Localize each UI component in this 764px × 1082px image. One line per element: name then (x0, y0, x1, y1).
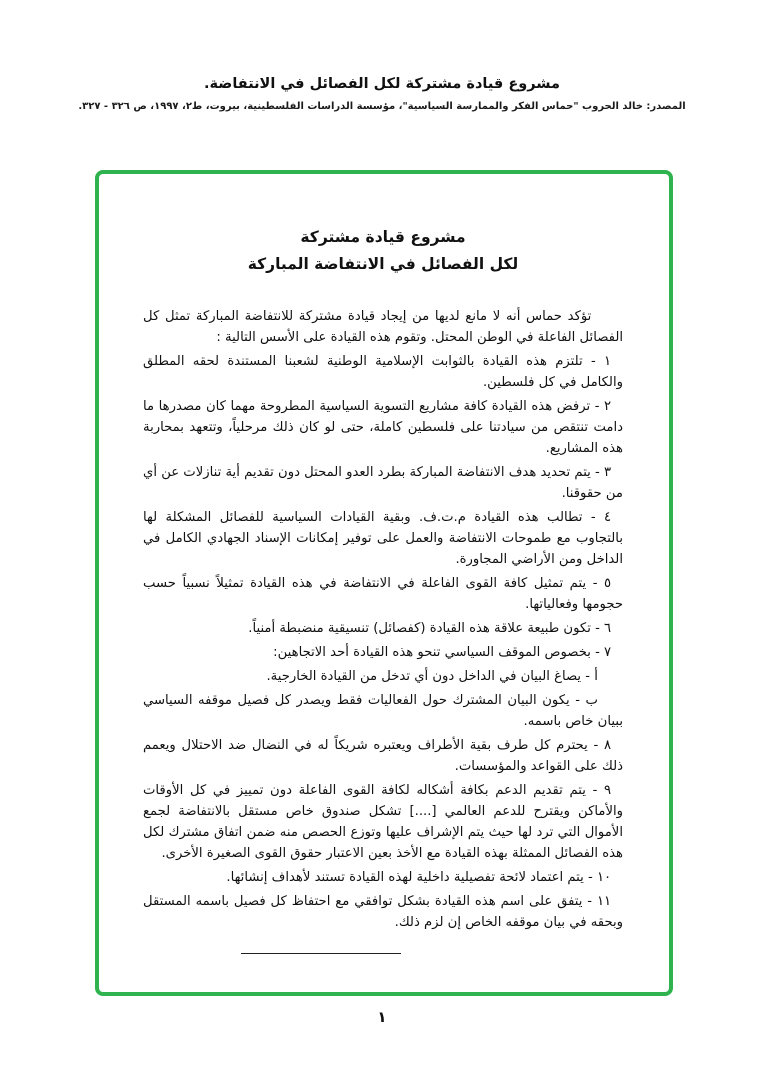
document-title (143, 224, 623, 278)
list-item-3: ٣ - يتم تحديد هدف الانتفاضة المباركة بطرد العدو المحتل دون تقديم أية تنازلات عن أي من حقوقنا. (143, 465, 623, 501)
page-number: ١ (377, 1008, 387, 1026)
source-citation: المصدر: خالد الحروب "حماس الفكر والممارسة السياسية"، مؤسسة الدراسات الفلسطينية، بيروت، ط٢، ١٩٩٧، ص ٣٢٦ - ٣٢٧. (78, 101, 686, 112)
list-item-6: ٦ - تكون طبيعة علاقة هذه القيادة (كفصائل) تنسيقية منضبطة أمنياً. (248, 621, 612, 636)
list-item-9: ٩ - يتم تقديم الدعم بكافة أشكاله لكافة القوى الفاعلة دون تمييز في كل الأوقات والأماكن ويقترح للدعم العالمي [....] تشكل صندوق خاص مستقل بالانتفاضة لجمع الأموال التي ترد لها حيث يتم الإشراف عليها وتوزع الحصص منه ضمن اتفاق مشترك لكل هذه الفصائل الممثلة بهذه القيادة مع الأخذ بعين الاعتبار حقوق القوى الصغيرة الأخرى. (143, 783, 623, 861)
list-item-1: ١ - تلتزم هذه القيادة بالثوابت الإسلامية الوطنية لشعبنا المستندة لحقه المطلق والكامل في كل فلسطين. (143, 354, 623, 390)
footnote-divider (241, 953, 401, 954)
list-item-10: ١٠ - يتم اعتماد لائحة تفصيلية داخلية لهذه القيادة تستند لأهداف إنشائها. (226, 870, 612, 885)
list-item-5: ٥ - يتم تمثيل كافة القوى الفاعلة في الانتفاضة في هذه القيادة تمثيلاً نسبياً حسب حجومها وفعالياتها. (143, 576, 623, 612)
list-item-11: ١١ - يتفق على اسم هذه القيادة بشكل توافقي مع احتفاظ كل فصيل باسمه المستقل وبحقه في بيان موقفه الخاص إن لزم ذلك. (143, 894, 623, 930)
list-item-7: ٧ - بخصوص الموقف السياسي تنحو هذه القيادة أحد الاتجاهين: (273, 645, 612, 660)
document-title-line1: مشروع قيادة مشتركة (300, 228, 466, 246)
document-title-line2: لكل الفصائل في الانتفاضة المباركة (247, 255, 519, 273)
list-item-8: ٨ - يحترم كل طرف بقية الأطراف ويعتبره شريكاً له في النضال ضد الاحتلال ويعمم ذلك على القواعد والمؤسسات. (143, 738, 623, 774)
list-item-7b: ب - يكون البيان المشترك حول الفعاليات فقط ويصدر كل فصيل موقفه السياسي ببيان خاص باسمه. (143, 693, 623, 729)
document-frame (95, 170, 673, 996)
paragraph-intro: تؤكد حماس أنه لا مانع لديها من إيجاد قيادة مشتركة للانتفاضة المباركة تمثل كل الفصائل الفاعلة في الوطن المحتل. وتقوم هذه القيادة على الأسس التالية : (143, 309, 623, 345)
page-title: مشروع قيادة مشتركة لكل الفصائل في الانتفاضة. (204, 76, 560, 92)
list-item-7a: أ - يصاغ البيان في الداخل دون أي تدخل من القيادة الخارجية. (266, 669, 598, 684)
list-item-4: ٤ - تطالب هذه القيادة م.ت.ف. وبقية القيادات السياسية للفصائل المشكلة لها بالتجاوب مع طموحات الانتفاضة والعمل على توفير إمكانات الإسناد الجهادي الكامل في الداخل ومن الأراضي المجاورة. (143, 510, 623, 567)
list-item-2: ٢ - ترفض هذه القيادة كافة مشاريع التسوية السياسية المطروحة مهما كان مصدرها ما دامت تنتقص من سيادتنا على فلسطين كاملة، حتى لو كان ذلك مرحلياً، وتتعهد بمحاربة هذه المشاريع. (143, 399, 623, 456)
document-body (143, 306, 623, 933)
